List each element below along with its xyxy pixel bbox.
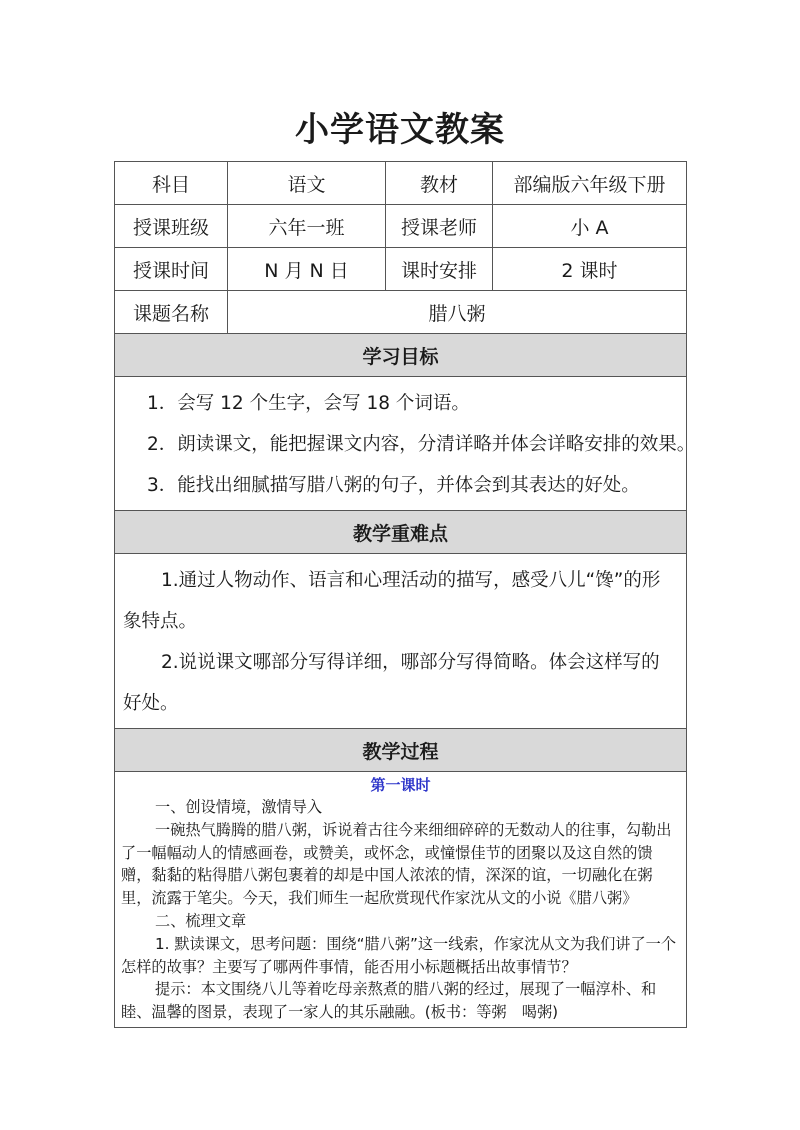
teacher-label: 授课老师: [386, 205, 493, 248]
textbook-value: 部编版六年级下册: [493, 162, 687, 205]
goals-list: [115, 377, 696, 511]
hours-label: 课时安排: [386, 248, 493, 291]
table-row: [115, 554, 687, 729]
subject-value: 语文: [228, 162, 386, 205]
key-points-heading: 教学重难点: [115, 511, 687, 554]
table-row: [115, 248, 687, 291]
table-row: [115, 291, 687, 334]
table-row: [115, 729, 687, 772]
paragraph: 一碗热气腾腾的腊八粥，诉说着古往今来细细碎碎的无数动人的往事，勾勒出了一幅幅动人的情感画卷，或赞美，或怀念，或憧憬佳节的团聚以及这自然的馈赠，黏黏的粘得腊八粥包裹着的却是中国人浓浓的情，深深的谊，一切融化在粥里，流露于笔尖。今天，我们师生一起欣赏现代作家沈从文的小说《腊八粥》: [121, 820, 672, 908]
table-row: [115, 772, 687, 1028]
topic-value: 腊八粥: [228, 291, 687, 334]
textbook-label: 教材: [386, 162, 493, 205]
process-heading: 教学过程: [115, 729, 687, 772]
table-row: [115, 205, 687, 248]
lesson-plan-table: [114, 161, 696, 1028]
goal-item: 3．能找出细腻描写腊八粥的句子，并体会到其表达的好处。: [147, 475, 640, 496]
lesson-title: 第一课时: [370, 776, 431, 794]
hours-value: 2 课时: [493, 248, 687, 291]
time-label: 授课时间: [115, 248, 228, 291]
class-value: 六年一班: [228, 205, 386, 248]
goal-item: 2．朗读课文，能把握课文内容，分清详略并体会详略安排的效果。: [147, 434, 696, 455]
teacher-value: 小 A: [493, 205, 687, 248]
table-row: [115, 511, 687, 554]
paragraph: 提示：本文围绕八儿等着吃母亲熬煮的腊八粥的经过，展现了一幅淳朴、和睦、温馨的图景，表现了一家人的其乐融融。(板书：等粥 喝粥): [121, 980, 657, 1022]
paragraph: 1. 默读课文，思考问题：围绕“腊八粥”这一线索，作家沈从文为我们讲了一个怎样的故事？主要写了哪两件事情，能否用小标题概括出故事情节？: [121, 934, 677, 976]
time-value: N 月 N 日: [228, 248, 386, 291]
table-row: [115, 162, 687, 205]
document-title: 小学语文教案: [295, 110, 505, 150]
goal-item: 1．会写 12 个生字，会写 18 个词语。: [147, 393, 470, 414]
table-row: [115, 377, 687, 511]
key-points-list: [115, 554, 687, 729]
topic-label: 课题名称: [115, 291, 228, 334]
goals-heading: 学习目标: [115, 334, 687, 377]
table-row: [115, 334, 687, 377]
class-label: 授课班级: [115, 205, 228, 248]
section-heading: 二、梳理文章: [155, 911, 247, 930]
section-heading: 一、创设情境，激情导入: [155, 798, 323, 816]
process-content: [115, 772, 687, 1028]
key-point-item: 2.说说课文哪部分写得详细，哪部分写得简略。体会这样写的好处。: [123, 652, 660, 714]
subject-label: 科目: [115, 162, 228, 205]
key-point-item: 1.通过人物动作、语言和心理活动的描写，感受八儿“馋”的形象特点。: [123, 570, 661, 632]
